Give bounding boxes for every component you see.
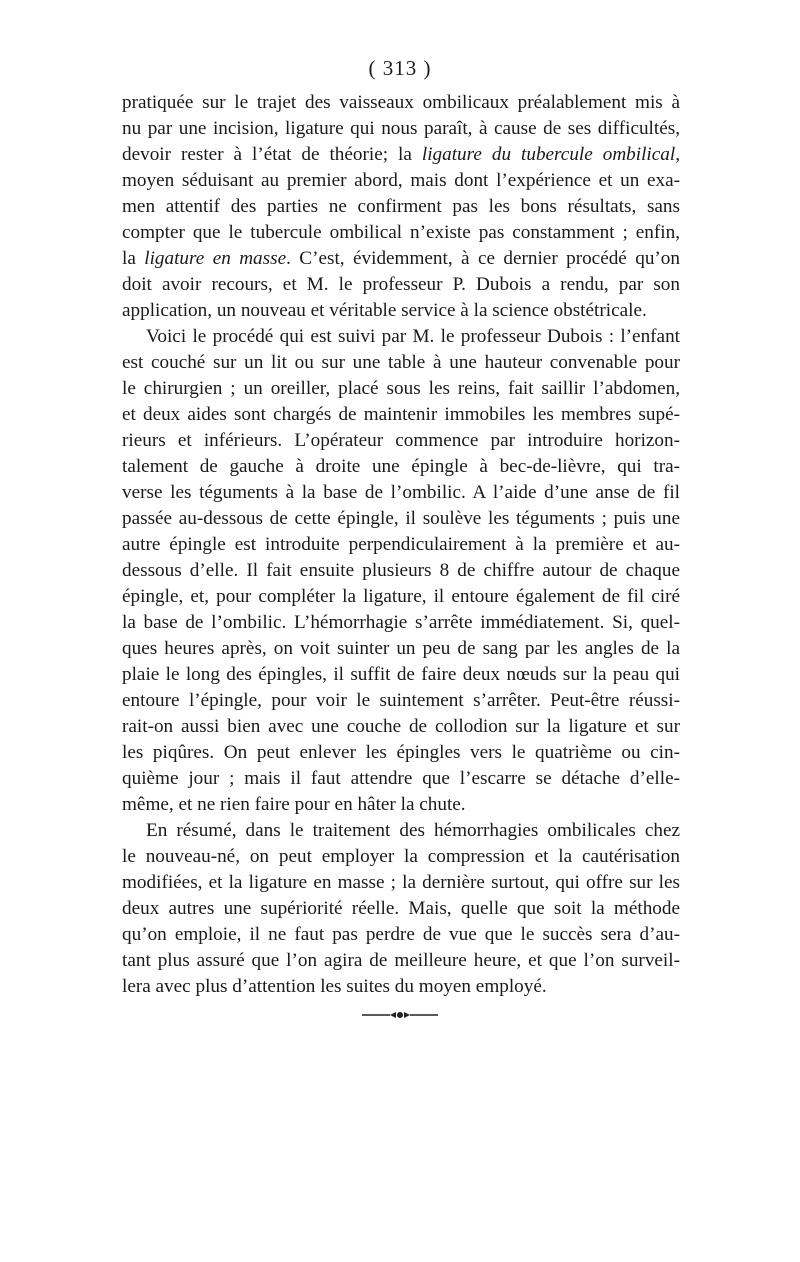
text-line: [122, 168, 680, 194]
italic-text: ligature du tubercule ombilical,: [421, 144, 680, 165]
text-line: [122, 90, 680, 116]
body-text: [122, 90, 680, 1000]
text-line: [122, 246, 680, 272]
text-line: [122, 584, 680, 610]
text-segment: talement de gauche à droite une épingle à bec-de-lièvre, qui tra-: [122, 456, 680, 477]
text-line: [122, 142, 680, 168]
text-segment: est couché sur un lit ou sur une table à une hauteur convenable pour: [122, 352, 680, 373]
text-line: [122, 636, 680, 662]
text-line: [122, 974, 680, 1000]
text-line: [122, 610, 680, 636]
text-segment: plaie le long des épingles, il suffit de faire deux nœuds sur la peau qui: [122, 664, 680, 685]
text-segment: la base de l’ombilic. L’hémorrhagie s’arrête immédiatement. Si, quel-: [122, 612, 680, 633]
text-segment: ques heures après, on voit suinter un peu de sang par les angles de la: [122, 638, 680, 659]
text-segment: dessous d’elle. Il fait ensuite plusieurs 8 de chiffre autour de chaque: [122, 560, 680, 581]
end-ornament: [0, 1010, 800, 1020]
text-segment: men attentif des parties ne confirment pas les bons résultats, sans: [122, 196, 680, 217]
paragraph: [122, 324, 680, 818]
text-segment: application, un nouveau et véritable service à la science obstétricale.: [122, 300, 647, 321]
text-line: [122, 376, 680, 402]
text-line: [122, 272, 680, 298]
paragraph: [122, 90, 680, 324]
text-line: [122, 324, 680, 350]
text-segment: modifiées, et la ligature en masse ; la dernière surtout, qui offre sur les: [122, 872, 680, 893]
text-line: [122, 714, 680, 740]
text-line: [122, 896, 680, 922]
text-segment: rait-on aussi bien avec une couche de collodion sur la ligature et sur: [122, 716, 680, 737]
text-segment: quième jour ; mais il faut attendre que l’escarre se détache d’elle-: [122, 768, 680, 789]
text-line: [122, 350, 680, 376]
text-segment: nu par une incision, ligature qui nous paraît, à cause de ses difficultés,: [122, 118, 680, 139]
text-segment: compter que le tubercule ombilical n’existe pas constamment ; enfin,: [122, 222, 680, 243]
text-line: [122, 220, 680, 246]
text-segment: devoir rester à l’état de théorie; la: [122, 144, 422, 165]
text-line: [122, 870, 680, 896]
text-segment: pratiquée sur le trajet des vaisseaux ombilicaux préalablement mis à: [122, 92, 680, 113]
text-line: [122, 402, 680, 428]
text-line: [122, 688, 680, 714]
text-segment: qu’on emploie, il ne faut pas perdre de vue que le succès sera d’au-: [122, 924, 680, 945]
text-line: [122, 428, 680, 454]
text-line: [122, 480, 680, 506]
text-line: [122, 532, 680, 558]
text-segment: deux autres une supériorité réelle. Mais, quelle que soit la méthode: [122, 898, 680, 919]
text-line: [122, 558, 680, 584]
text-segment: rieurs et inférieurs. L’opérateur commence par introduire horizon-: [122, 430, 680, 451]
text-segment: verse les téguments à la base de l’ombilic. A l’aide d’une anse de fil: [122, 482, 680, 503]
text-segment: moyen séduisant au premier abord, mais dont l’expérience et un exa-: [122, 170, 680, 191]
text-segment: autre épingle est introduite perpendiculairement à la première et au-: [122, 534, 680, 555]
text-line: [122, 506, 680, 532]
text-segment: passée au-dessous de cette épingle, il soulève les téguments ; puis une: [122, 508, 680, 529]
text-line: [122, 948, 680, 974]
text-line: [122, 740, 680, 766]
text-line: [122, 818, 680, 844]
text-line: [122, 792, 680, 818]
text-line: [122, 766, 680, 792]
text-line: [122, 454, 680, 480]
paragraph: [122, 818, 680, 1000]
text-line: [122, 662, 680, 688]
text-line: [122, 116, 680, 142]
text-segment: lera avec plus d’attention les suites du moyen employé.: [122, 976, 547, 997]
text-segment: même, et ne rien faire pour en hâter la chute.: [122, 794, 466, 815]
ornament-rule-icon: [360, 1010, 440, 1020]
text-segment: doit avoir recours, et M. le professeur P. Dubois a rendu, par son: [122, 274, 680, 295]
italic-text: ligature en masse: [144, 248, 287, 269]
text-segment: et deux aides sont chargés de maintenir immobiles les membres supé-: [122, 404, 680, 425]
text-segment: la: [122, 248, 145, 269]
text-segment: En résumé, dans le traitement des hémorrhagies ombilicales chez: [146, 820, 680, 841]
text-line: [122, 922, 680, 948]
text-segment: les piqûres. On peut enlever les épingles vers le quatrième ou cin-: [122, 742, 680, 763]
text-segment: . C’est, évidemment, à ce dernier procédé qu’on: [286, 248, 680, 269]
text-line: [122, 844, 680, 870]
text-segment: tant plus assuré que l’on agira de meilleure heure, et que l’on surveil-: [122, 950, 680, 971]
text-segment: entoure l’épingle, pour voir le suintement s’arrêter. Peut-être réussi-: [122, 690, 680, 711]
text-segment: Voici le procédé qui est suivi par M. le professeur Dubois : l’enfant: [146, 326, 680, 347]
text-segment: épingle, et, pour compléter la ligature, il entoure également de fil ciré: [122, 586, 680, 607]
text-line: [122, 194, 680, 220]
text-segment: le chirurgien ; un oreiller, placé sous les reins, fait saillir l’abdomen,: [122, 378, 680, 399]
text-segment: le nouveau-né, on peut employer la compression et la cautérisation: [122, 846, 680, 867]
text-line: [122, 298, 680, 324]
page-number: ( 313 ): [368, 56, 432, 80]
